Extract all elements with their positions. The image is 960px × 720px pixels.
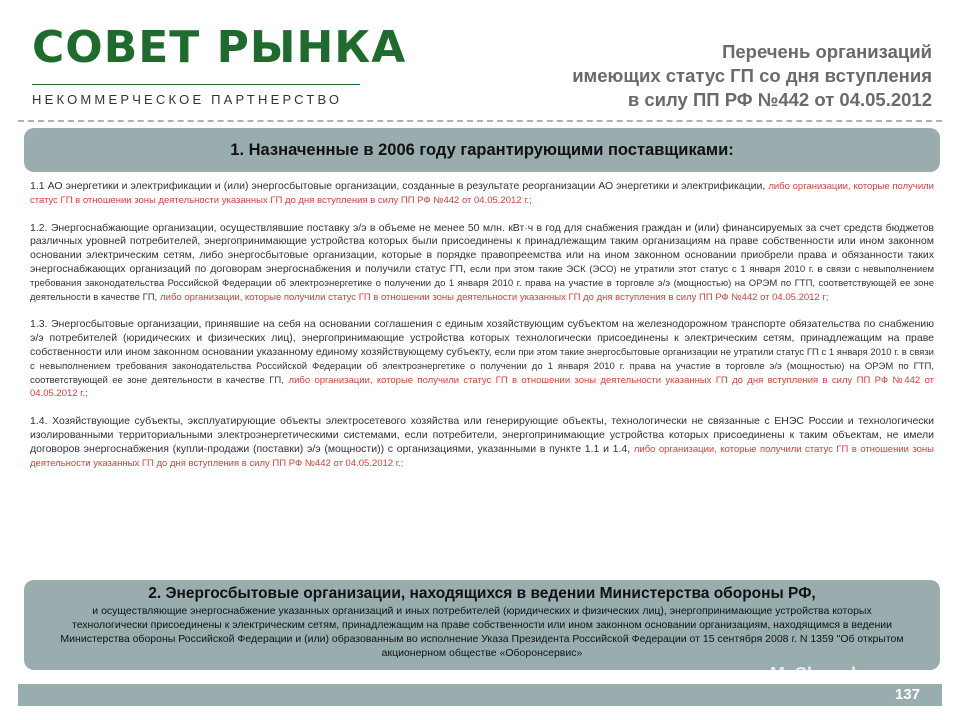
- item-1-3-text: 1.3. Энергосбытовые организации, принявшие на себя на основании соглашения с единым хозяйствующим субъектом на железнодорожном транспорте обязательства по снабжению э/э потребителей (юридических и физических лиц), энергопринимающие устройства которых технологически присоединены к электрическим сетям, принадлежащим на праве собственности или ином законном основании указанному единому хозяйствующему субъекту,: [30, 318, 934, 358]
- item-1-2-text: 1.2. Энергоснабжающие организации, осуществлявшие поставку э/э в объеме не менее 50 млн. кВт·ч в год для снабжения граждан и (или) финансируемых за счет средств бюджетов различных уровней потребителей, энергопринимающие устройства которых были присоединены к принадлежащим таким организациям на праве собственности или ином законном основании электрическим сетям, либо энергосбытовые организации, которые в порядке правопреемства или на ином законном основании приобрели права и обязанности таких энергоснабжающих организаций по договорам энергоснабжения и получили статус ГП,: [30, 221, 934, 275]
- slide-title-line1: Перечень организаций: [722, 41, 932, 62]
- item-1-3: [30, 318, 934, 401]
- logo-divider: [32, 84, 360, 85]
- section1-content: [30, 180, 934, 484]
- header-divider: [18, 120, 942, 122]
- footer-bar: [18, 684, 942, 706]
- section2-banner: [24, 580, 940, 670]
- item-1-4-note: либо организации, которые получили статус ГП в отношении зоны деятельности указанных ГП до дня вступления в силу ПП РФ №442 от 04.05.2012 г.;: [30, 443, 934, 469]
- slide-title-line2: имеющих статус ГП со дня вступления: [572, 65, 932, 86]
- item-1-2: [30, 222, 934, 305]
- item-1-4: [30, 415, 934, 470]
- section2-text: и осуществляющие энергоснабжение указанных организаций и иных потребителей (юридических и физических лиц), энергопринимающие устройства которых технологически присоединены к электрическим сетям, принадлежащим на праве собственности или ином законном основании организациям, находящимся в ведении Министерства обороны Российской Федерации и (или) образованным во исполнение Указа Президента Российской Федерации от 15 сентября 2008 г. N 1359 "Об открытом акционерном обществе «Оборонсервис»: [60, 605, 904, 659]
- slide-title-line3: в силу ПП РФ №442 от 04.05.2012: [627, 89, 932, 110]
- item-1-1: [30, 180, 934, 208]
- item-1-2-condition: если при этом такие ЭСК (ЭСО) не утратили этот статус с 1 января 2010 г. в связи с невыполнением требования законодательства Российской Федерации об электроэнергетике о получении до 1 января 2010 г. права на участие в торговле э/э (мощностью) на ОРЭМ по ГТП, соответствующей ее зоне деятельности в качестве ГП,: [30, 263, 935, 303]
- watermark: MyShared: [770, 664, 857, 684]
- item-1-2-note: либо организации, которые получили статус ГП в отношении зоны деятельности указанных ГП до дня вступления в силу ПП РФ №442 от 04.05.2012 г;: [160, 291, 829, 303]
- item-1-4-text: 1.4. Хозяйствующие субъекты, эксплуатирующие объекты электросетевого хозяйства или генерирующие объекты, технологически не связанные с ЕНЭС России и технологически изолированными территориальными электроэнергетическими системами, если потребители, энергопринимающие устройства которых присоединены к таким объектам, не имели договоров энергоснабжения (купли-продажи (поставки) э/э (мощности)) с организациями, указанными в пункте 1.1 и 1.4,: [30, 415, 934, 455]
- item-1-3-condition: если при этом такие энергосбытовые организации не утратили статус ГП с 1 января 2010 г. в связи с невыполнением требования законодательства Российской Федерации об электроэнергетике о получении до 1 января 2010 г. права на участие в торговле э/э (мощностью) на ОРЭМ по ГТП, соответствующей ее зоне деятельности в качестве ГП,: [30, 346, 934, 386]
- section1-title: 1. Назначенные в 2006 году гарантирующими поставщиками:: [230, 141, 734, 159]
- item-1-3-note: либо организации, которые получили статус ГП в отношении зоны деятельности указанных ГП до дня вступления в силу ПП РФ №442 от 04.05.2012 г.;: [30, 374, 935, 400]
- logo-subtitle: НЕКОММЕРЧЕСКОЕ ПАРТНЕРСТВО: [32, 92, 343, 107]
- slide-title: [452, 40, 932, 112]
- item-1-1-note: либо организации, которые получили статус ГП в отношении зоны деятельности указанных ГП до дня вступления в силу ПП РФ №442 от 04.05.2012 г.;: [30, 181, 934, 206]
- page-number: 137: [894, 686, 920, 703]
- logo: [32, 22, 407, 107]
- section1-banner: [24, 128, 940, 172]
- item-1-1-text: 1.1 АО энергетики и электрификации и (или) энергосбытовые организации, созданные в результате реорганизации АО энергетики и электрификации,: [30, 180, 766, 192]
- section2-title: 2. Энергосбытовые организации, находящихся в ведении Министерства обороны РФ,: [148, 585, 816, 602]
- logo-title: СОВЕТ РЫНКА: [32, 22, 407, 73]
